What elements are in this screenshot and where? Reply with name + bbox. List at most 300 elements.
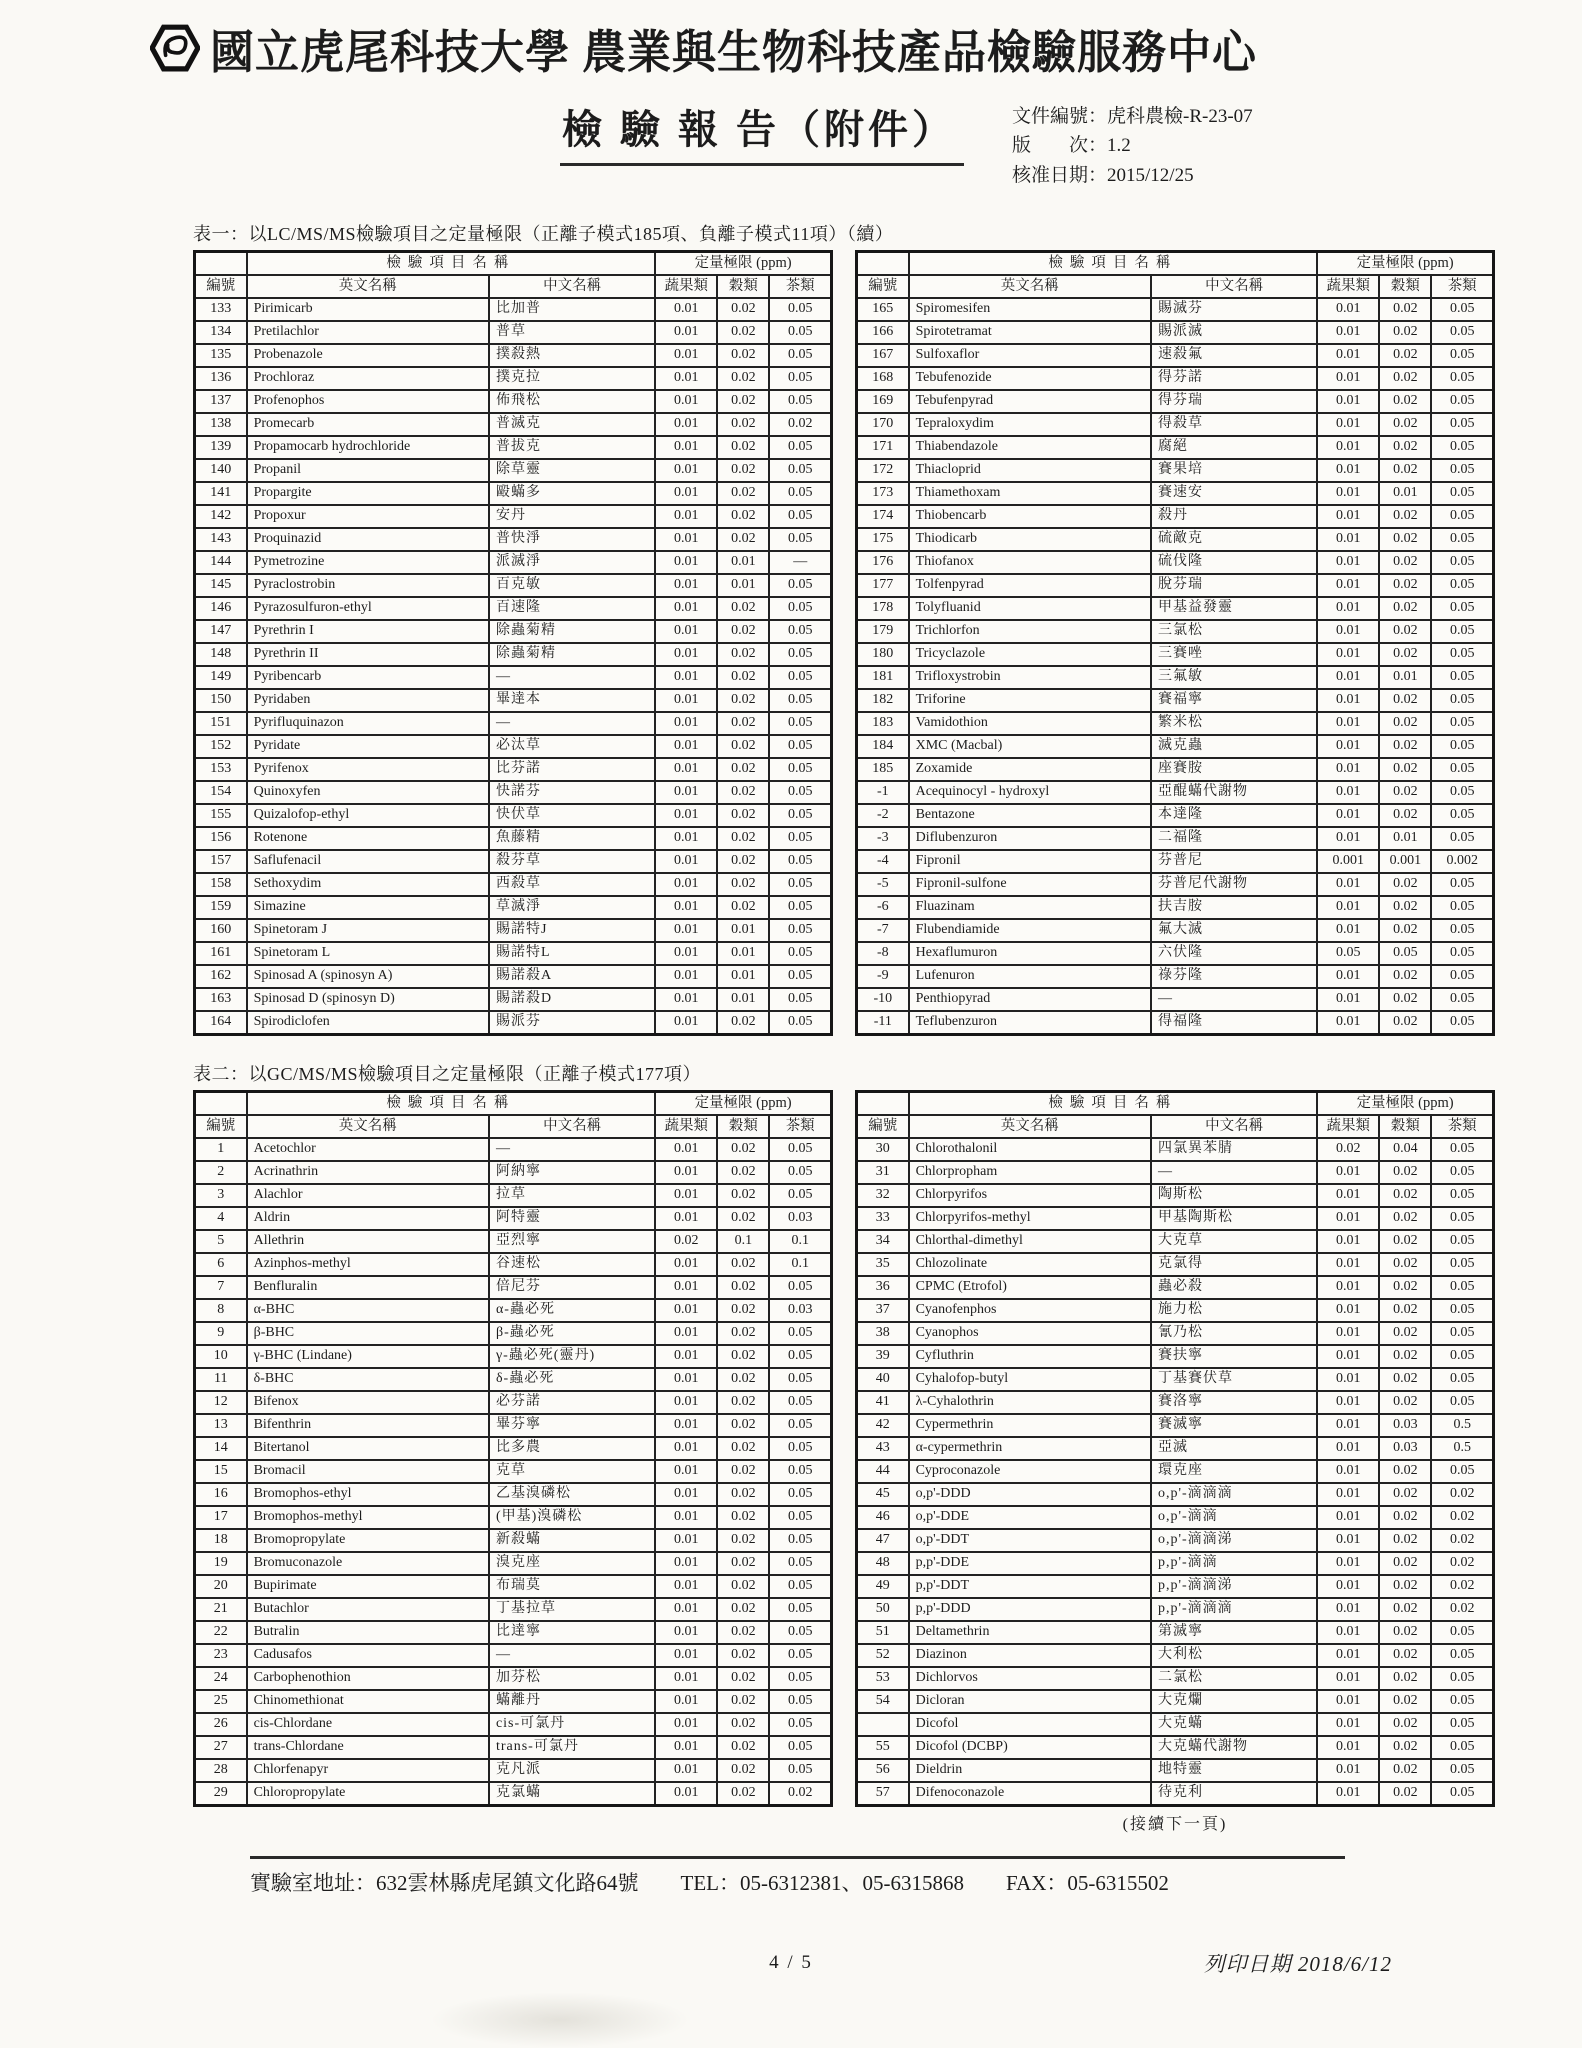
loq-grain: 0.02: [717, 597, 769, 620]
name-en: Deltamethrin: [909, 1621, 1151, 1644]
loq-grain: 0.02: [717, 1483, 769, 1506]
name-en: Tolyfluanid: [909, 597, 1151, 620]
row-no: 21: [195, 1598, 247, 1621]
loq-tea: 0.05: [1431, 436, 1493, 459]
table-row: [195, 1345, 832, 1368]
loq-tea: 0.05: [769, 1736, 831, 1759]
loq-tea: 0.05: [769, 666, 831, 689]
loq-tea: 0.05: [769, 1552, 831, 1575]
loq-tea: 0.05: [1431, 942, 1493, 965]
name-zh: 座賽胺: [1151, 758, 1317, 781]
row-no: 164: [195, 1011, 247, 1035]
loq-tea: 0.05: [769, 781, 831, 804]
loq-tea: 0.05: [1431, 1207, 1493, 1230]
loq-grain: 0.02: [1379, 1759, 1431, 1782]
col-header-veg: 蔬果類: [1317, 275, 1379, 298]
name-zh: 佈飛松: [489, 390, 655, 413]
table-row: [857, 528, 1494, 551]
loq-tea: 0.05: [1431, 919, 1493, 942]
table-row: [195, 1575, 832, 1598]
name-zh: 殺丹: [1151, 505, 1317, 528]
name-en: Chloropropylate: [247, 1782, 489, 1806]
loq-grain: 0.02: [1379, 321, 1431, 344]
loq-veg: 0.01: [655, 597, 717, 620]
loq-tea: 0.05: [769, 1667, 831, 1690]
group-header-row: [857, 252, 1494, 276]
loq-veg: 0.01: [655, 1414, 717, 1437]
loq-veg: 0.01: [655, 1506, 717, 1529]
loq-tea: 0.02: [769, 413, 831, 436]
name-zh: 比加普: [489, 298, 655, 321]
loq-grain: 0.02: [1379, 620, 1431, 643]
table-row: [195, 781, 832, 804]
table-row: [195, 459, 832, 482]
name-zh: 克氯得: [1151, 1253, 1317, 1276]
loq-tea: 0.05: [1431, 505, 1493, 528]
name-en: Chlorpropham: [909, 1161, 1151, 1184]
loq-grain: 0.02: [717, 1736, 769, 1759]
loq-grain: 0.02: [1379, 1391, 1431, 1414]
row-no: 137: [195, 390, 247, 413]
name-en: Acetochlor: [247, 1138, 489, 1161]
name-zh: 大利松: [1151, 1644, 1317, 1667]
name-zh: 蟎離丹: [489, 1690, 655, 1713]
name-zh: 大克蟎代謝物: [1151, 1736, 1317, 1759]
loq-tea: 0.02: [1431, 1483, 1493, 1506]
loq-tea: 0.05: [769, 1713, 831, 1736]
loq-grain: 0.02: [1379, 1667, 1431, 1690]
loq-veg: 0.01: [1317, 1644, 1379, 1667]
university-seal-icon: [150, 23, 200, 73]
row-no: 1: [195, 1138, 247, 1161]
loq-veg: 0.01: [655, 459, 717, 482]
loq-veg: 0.01: [1317, 919, 1379, 942]
table-row: [857, 1253, 1494, 1276]
table-row: [857, 1414, 1494, 1437]
name-en: Thiacloprid: [909, 459, 1151, 482]
name-en: Penthiopyrad: [909, 988, 1151, 1011]
loq-veg: 0.01: [655, 1460, 717, 1483]
loq-veg: 0.01: [655, 1529, 717, 1552]
name-en: Chlozolinate: [909, 1253, 1151, 1276]
row-no: 13: [195, 1414, 247, 1437]
loq-veg: 0.01: [1317, 1690, 1379, 1713]
loq-grain: 0.02: [717, 390, 769, 413]
loq-veg: 0.01: [655, 1552, 717, 1575]
scan-smudge: [430, 1992, 690, 2048]
loq-grain: 0.02: [717, 505, 769, 528]
name-zh: 賽洛寧: [1151, 1391, 1317, 1414]
name-en: Cyanofenphos: [909, 1299, 1151, 1322]
loq-grain: 0.02: [1379, 1644, 1431, 1667]
table-row: [195, 827, 832, 850]
loq-grain: 0.02: [717, 620, 769, 643]
table-row: [857, 1759, 1494, 1782]
loq-grain: 0.02: [1379, 367, 1431, 390]
name-en: Bromuconazole: [247, 1552, 489, 1575]
name-zh: 撲克拉: [489, 367, 655, 390]
name-zh: —: [1151, 988, 1317, 1011]
loq-tea: 0.05: [1431, 482, 1493, 505]
name-zh: 布瑞莫: [489, 1575, 655, 1598]
table-row: [857, 942, 1494, 965]
loq-tea: 0.05: [1431, 1460, 1493, 1483]
loq-tea: 0.05: [1431, 1644, 1493, 1667]
loq-veg: 0.01: [1317, 528, 1379, 551]
name-en: Proquinazid: [247, 528, 489, 551]
name-en: Butachlor: [247, 1598, 489, 1621]
loq-veg: 0.01: [1317, 689, 1379, 712]
row-no: 176: [857, 551, 909, 574]
row-no: 36: [857, 1276, 909, 1299]
name-zh: —: [1151, 1161, 1317, 1184]
table-row: [857, 1230, 1494, 1253]
loq-grain: 0.02: [717, 298, 769, 321]
loq-veg: 0.01: [655, 850, 717, 873]
table-row: [857, 620, 1494, 643]
loq-tea: 0.05: [769, 1322, 831, 1345]
name-en: Aldrin: [247, 1207, 489, 1230]
name-en: Bromophos-methyl: [247, 1506, 489, 1529]
table-row: [857, 896, 1494, 919]
name-zh: 地特靈: [1151, 1759, 1317, 1782]
row-no: 183: [857, 712, 909, 735]
table-row: [857, 505, 1494, 528]
loq-veg: 0.01: [1317, 551, 1379, 574]
loq-grain: 0.02: [717, 1598, 769, 1621]
loq-grain: 0.01: [717, 551, 769, 574]
loq-grain: 0.04: [1379, 1138, 1431, 1161]
name-zh: 乙基溴磷松: [489, 1483, 655, 1506]
row-no: 12: [195, 1391, 247, 1414]
table-row: [195, 344, 832, 367]
loq-grain: 0.02: [717, 643, 769, 666]
loq-tea: 0.05: [769, 758, 831, 781]
name-en: Cyanophos: [909, 1322, 1151, 1345]
loq-grain: 0.02: [717, 689, 769, 712]
table-row: [195, 1414, 832, 1437]
row-no: 17: [195, 1506, 247, 1529]
loq-grain: 0.02: [1379, 1207, 1431, 1230]
loq-veg: 0.01: [1317, 1782, 1379, 1806]
row-no: 136: [195, 367, 247, 390]
doc-number-label: 文件編號：: [1012, 106, 1108, 127]
name-en: Thiabendazole: [909, 436, 1151, 459]
loq-tea: 0.05: [1431, 1782, 1493, 1806]
table-row: [195, 873, 832, 896]
name-zh: 普快淨: [489, 528, 655, 551]
name-zh: p,p'-滴滴: [1151, 1552, 1317, 1575]
table-row: [195, 1644, 832, 1667]
name-en: Propamocarb hydrochloride: [247, 436, 489, 459]
row-no: 32: [857, 1184, 909, 1207]
loq-grain: 0.02: [717, 1460, 769, 1483]
name-zh: 比多農: [489, 1437, 655, 1460]
table-row: [195, 1437, 832, 1460]
loq-tea: 0.1: [769, 1253, 831, 1276]
table1-left: [193, 250, 833, 1036]
name-en: Tebufenozide: [909, 367, 1151, 390]
loq-veg: 0.01: [655, 1207, 717, 1230]
loq-veg: 0.01: [655, 1713, 717, 1736]
loq-grain: 0.02: [717, 1253, 769, 1276]
loq-tea: 0.05: [1431, 666, 1493, 689]
loq-veg: 0.01: [1317, 1667, 1379, 1690]
loq-veg: 0.01: [655, 1368, 717, 1391]
name-zh: 環克座: [1151, 1460, 1317, 1483]
table-row: [195, 1184, 832, 1207]
loq-veg: 0.01: [1317, 1184, 1379, 1207]
loq-grain: 0.02: [717, 666, 769, 689]
table-row: [195, 1529, 832, 1552]
loq-grain: 0.02: [717, 1506, 769, 1529]
col-header-zh: 中文名稱: [489, 275, 655, 298]
name-zh: 快伏草: [489, 804, 655, 827]
loq-tea: 0.05: [769, 1621, 831, 1644]
row-no: 8: [195, 1299, 247, 1322]
row-no: 177: [857, 574, 909, 597]
loq-veg: 0.01: [1317, 1621, 1379, 1644]
row-no: 139: [195, 436, 247, 459]
table-row: [857, 1011, 1494, 1035]
row-no: 37: [857, 1299, 909, 1322]
row-no: 43: [857, 1437, 909, 1460]
row-no: 22: [195, 1621, 247, 1644]
loq-grain: 0.02: [1379, 459, 1431, 482]
row-no: 167: [857, 344, 909, 367]
loq-grain: 0.01: [717, 574, 769, 597]
loq-grain: 0.02: [1379, 1713, 1431, 1736]
row-no: -7: [857, 919, 909, 942]
name-en: Profenophos: [247, 390, 489, 413]
name-en: δ-BHC: [247, 1368, 489, 1391]
name-zh: 賜派滅: [1151, 321, 1317, 344]
loq-tea: 0.05: [769, 689, 831, 712]
loq-tea: 0.05: [769, 850, 831, 873]
row-no: 147: [195, 620, 247, 643]
name-en: Allethrin: [247, 1230, 489, 1253]
row-no: 155: [195, 804, 247, 827]
loq-grain: 0.02: [1379, 712, 1431, 735]
loq-grain: 0.02: [717, 1299, 769, 1322]
group-header-row: [195, 1092, 832, 1116]
col-header-grain: 穀類: [717, 1115, 769, 1138]
name-zh: 腐絕: [1151, 436, 1317, 459]
row-no: 33: [857, 1207, 909, 1230]
col-header-no: 編號: [195, 1115, 247, 1138]
organization-title: 國立虎尾科技大學 農業與生物科技產品檢驗服務中心: [210, 27, 1257, 79]
name-zh: 大克爛: [1151, 1690, 1317, 1713]
col-header-veg: 蔬果類: [655, 1115, 717, 1138]
loq-grain: 0.02: [1379, 413, 1431, 436]
loq-grain: 0.02: [1379, 344, 1431, 367]
loq-tea: 0.05: [769, 827, 831, 850]
col-header-en: 英文名稱: [909, 1115, 1151, 1138]
loq-tea: —: [769, 551, 831, 574]
loq-veg: 0.01: [1317, 804, 1379, 827]
name-en: Pyraclostrobin: [247, 574, 489, 597]
loq-veg: 0.01: [1317, 896, 1379, 919]
loq-tea: 0.05: [1431, 574, 1493, 597]
loq-grain: 0.02: [1379, 1690, 1431, 1713]
row-no: 38: [857, 1322, 909, 1345]
loq-tea: 0.02: [1431, 1506, 1493, 1529]
row-no: 148: [195, 643, 247, 666]
row-no: 55: [857, 1736, 909, 1759]
table-row: [857, 919, 1494, 942]
loq-tea: 0.05: [1431, 827, 1493, 850]
name-en: Acequinocyl - hydroxyl: [909, 781, 1151, 804]
loq-tea: 0.05: [769, 1529, 831, 1552]
name-en: Quizalofop-ethyl: [247, 804, 489, 827]
name-zh: 陶斯松: [1151, 1184, 1317, 1207]
row-no: 9: [195, 1322, 247, 1345]
group-header-loq: 定量極限 (ppm): [1317, 1092, 1493, 1116]
loq-grain: 0.02: [717, 827, 769, 850]
row-no: 160: [195, 919, 247, 942]
row-no: 19: [195, 1552, 247, 1575]
loq-grain: 0.02: [717, 1552, 769, 1575]
loq-grain: 0.02: [717, 482, 769, 505]
loq-grain: 0.02: [1379, 505, 1431, 528]
name-zh: 本達隆: [1151, 804, 1317, 827]
name-en: Dicofol (DCBP): [909, 1736, 1151, 1759]
table-row: [857, 1736, 1494, 1759]
loq-grain: 0.02: [1379, 1552, 1431, 1575]
name-zh: 繁米松: [1151, 712, 1317, 735]
loq-tea: 0.05: [769, 712, 831, 735]
name-en: Carbophenothion: [247, 1667, 489, 1690]
row-no: -1: [857, 781, 909, 804]
row-no: 29: [195, 1782, 247, 1806]
name-en: trans-Chlordane: [247, 1736, 489, 1759]
table-row: [195, 1621, 832, 1644]
loq-grain: 0.02: [717, 1437, 769, 1460]
loq-grain: 0.02: [717, 850, 769, 873]
table-row: [857, 321, 1494, 344]
name-en: Tricyclazole: [909, 643, 1151, 666]
name-zh: δ-蟲必死: [489, 1368, 655, 1391]
loq-tea: 0.05: [769, 321, 831, 344]
row-no: 11: [195, 1368, 247, 1391]
table-row: [857, 413, 1494, 436]
row-no: 157: [195, 850, 247, 873]
name-zh: 祿芬隆: [1151, 965, 1317, 988]
column-header-row: [857, 275, 1494, 298]
loq-grain: 0.02: [717, 528, 769, 551]
table-row: [195, 1138, 832, 1161]
loq-veg: 0.01: [1317, 1460, 1379, 1483]
loq-grain: 0.02: [717, 1345, 769, 1368]
col-header-no: 編號: [857, 275, 909, 298]
loq-tea: 0.05: [1431, 735, 1493, 758]
loq-grain: 0.02: [1379, 1161, 1431, 1184]
row-no: 152: [195, 735, 247, 758]
loq-tea: 0.05: [769, 597, 831, 620]
name-en: Rotenone: [247, 827, 489, 850]
name-zh: 施力松: [1151, 1299, 1317, 1322]
table-row: [195, 1253, 832, 1276]
document-header: [150, 0, 1440, 80]
loq-tea: 0.05: [769, 1184, 831, 1207]
loq-veg: 0.01: [655, 1621, 717, 1644]
table-row: [195, 1011, 832, 1035]
name-en: Dicloran: [909, 1690, 1151, 1713]
loq-grain: 0.02: [1379, 1736, 1431, 1759]
row-no: 143: [195, 528, 247, 551]
name-en: Fipronil-sulfone: [909, 873, 1151, 896]
loq-tea: 0.05: [1431, 1667, 1493, 1690]
name-zh: 氰乃松: [1151, 1322, 1317, 1345]
loq-tea: 0.05: [769, 1483, 831, 1506]
table-row: [195, 1460, 832, 1483]
name-en: α-BHC: [247, 1299, 489, 1322]
column-header-row: [857, 1115, 1494, 1138]
table1-right: [855, 250, 1495, 1036]
name-en: Benfluralin: [247, 1276, 489, 1299]
table-row: [857, 482, 1494, 505]
loq-tea: 0.05: [1431, 1621, 1493, 1644]
loq-grain: 0.02: [1379, 1299, 1431, 1322]
name-en: Chlorpyrifos: [909, 1184, 1151, 1207]
doc-approval-line: [1012, 161, 1253, 190]
table-row: [857, 1690, 1494, 1713]
table-row: [195, 942, 832, 965]
loq-veg: 0.01: [655, 551, 717, 574]
name-zh: 賜諾殺D: [489, 988, 655, 1011]
loq-grain: 0.02: [1379, 896, 1431, 919]
loq-grain: 0.001: [1379, 850, 1431, 873]
loq-veg: 0.01: [1317, 436, 1379, 459]
row-no: 27: [195, 1736, 247, 1759]
loq-tea: 0.5: [1431, 1437, 1493, 1460]
loq-veg: 0.01: [1317, 482, 1379, 505]
table-row: [195, 551, 832, 574]
row-no: 141: [195, 482, 247, 505]
row-no: 10: [195, 1345, 247, 1368]
name-zh: 克凡派: [489, 1759, 655, 1782]
loq-grain: 0.01: [717, 942, 769, 965]
loq-veg: 0.01: [1317, 1506, 1379, 1529]
loq-tea: 0.02: [1431, 1575, 1493, 1598]
loq-grain: 0.02: [1379, 1529, 1431, 1552]
row-no: 2: [195, 1161, 247, 1184]
name-en: Probenazole: [247, 344, 489, 367]
table-row: [195, 850, 832, 873]
name-zh: 待克利: [1151, 1782, 1317, 1806]
loq-tea: 0.05: [1431, 298, 1493, 321]
loq-tea: 0.05: [769, 1759, 831, 1782]
loq-veg: 0.01: [655, 666, 717, 689]
row-no: 174: [857, 505, 909, 528]
footer-contact: [250, 1867, 1345, 1897]
loq-tea: 0.05: [769, 1506, 831, 1529]
loq-tea: 0.05: [1431, 1690, 1493, 1713]
loq-grain: 0.02: [717, 873, 769, 896]
name-zh: cis-可氯丹: [489, 1713, 655, 1736]
name-zh: 百速隆: [489, 597, 655, 620]
page-number: 4 / 5: [769, 1952, 813, 1973]
row-no: -6: [857, 896, 909, 919]
loq-veg: 0.01: [655, 919, 717, 942]
name-en: Flubendiamide: [909, 919, 1151, 942]
loq-veg: 0.01: [1317, 620, 1379, 643]
loq-veg: 0.01: [1317, 1391, 1379, 1414]
row-no: 56: [857, 1759, 909, 1782]
col-header-no: 編號: [195, 275, 247, 298]
row-no: 25: [195, 1690, 247, 1713]
table-row: [195, 574, 832, 597]
